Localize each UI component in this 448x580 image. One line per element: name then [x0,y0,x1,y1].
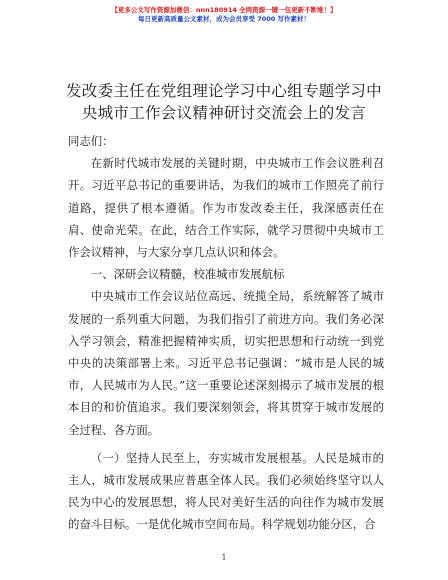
promo-banner-line-1: 【更多公文写作资源加微信：nnn180914 全网资源一键一包更新不断维！】 [111,6,337,14]
document-title-line-1: 发改委主任在党组理论学习中心组专题学习中 [65,82,382,100]
paragraph-intro: 在新时代城市发展的关键时期，中央城市工作会议胜利召开。习近平总书记的重要讲话，为我们的城市工作照亮了前行道路，提供了根本遵循。作为市发改委主任，我深感责任在肩、使命光荣。在此，结合工作实际，就学习贯彻中央城市工作会议精神，与大家分享几点认识和体会。 [68,156,384,260]
promo-banner-line-2: 每日更新高质量公文素材，成为会员享受 7000 写作素材！ [137,15,311,23]
document-title [40,80,408,124]
page-number: 1 [221,553,227,562]
paragraph-subsection-1: （一）坚持人民至上，夯实城市发展根基。人民是城市的主人，城市发展成果应普惠全体人民。我们必须始终坚守以人民为中心的发展思想，将人民对美好生活的向往作为城市发展的奋斗目标。一是优化城市空间布局。科学规划功能分区，合 [68,450,384,532]
section-heading-1: 一、深研会议精髓，校准城市发展航标 [90,267,285,282]
document-body [68,130,384,536]
salutation: 同志们： [68,134,114,148]
paragraph-section-1: 中央城市工作会议站位高远、统揽全局，系统解答了城市发展的一系列重大问题，为我们指引了前进方向。我们务必深入学习领会，精准把握精神实质，切实把思想和行动统一到党中央的决策部署上来。习近平总书记强调：“城市是人民的城市，人民城市为人民。”这一重要论述深刻揭示了城市发展的根本目的和价值追求。我们要深刻领会，将其贯穿于城市发展的全过程、各方面。 [68,289,384,437]
document-title-line-2: 央城市工作会议精神研讨交流会上的发言 [81,104,367,122]
promo-banner [0,6,448,24]
